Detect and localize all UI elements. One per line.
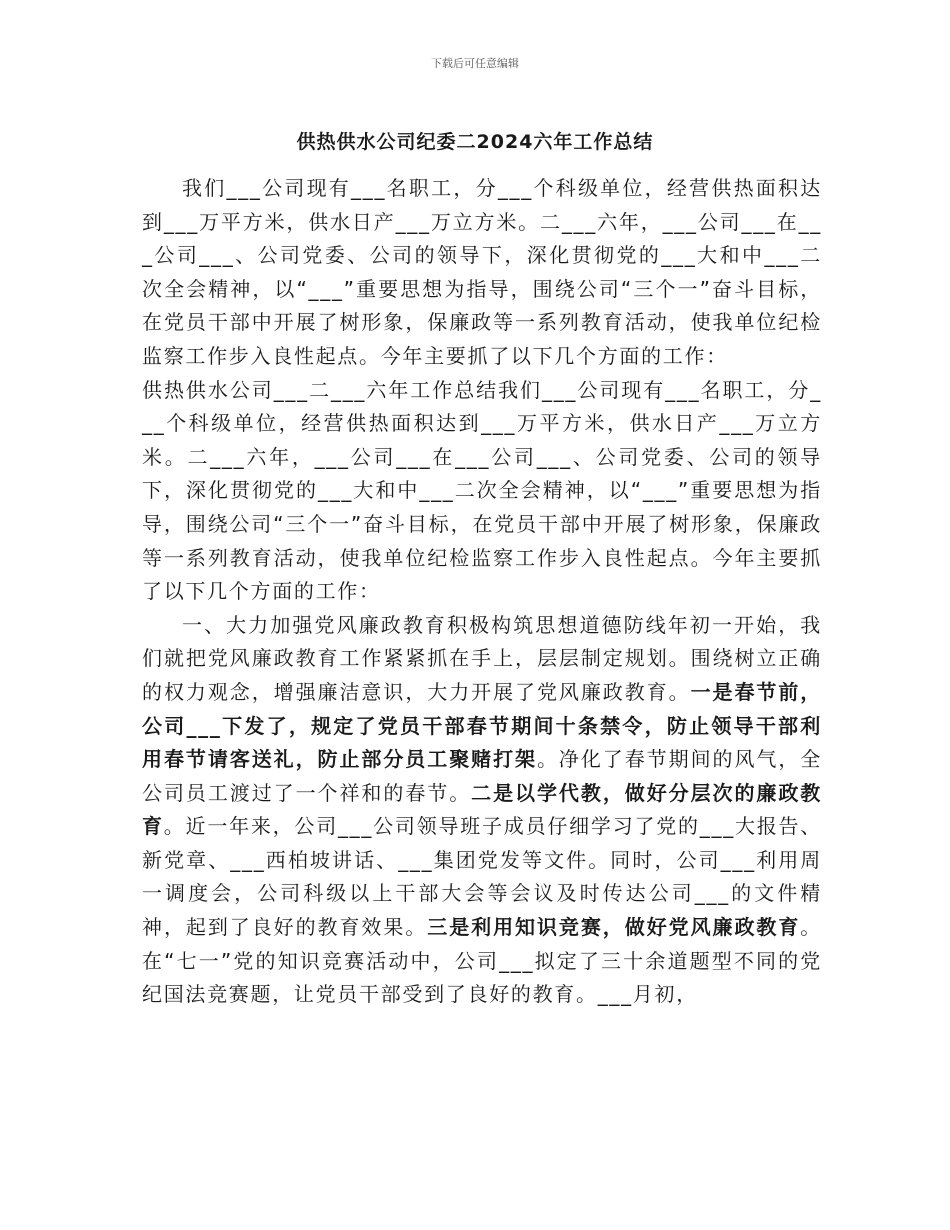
section-1-intro: 一、大力加强党风廉政教育积极构筑思想道德防线年初一开始，我们就把党风廉政教育工作紧紧抓在手上，层层制定规划。围绕树立正确的权力观念，增强廉洁意识，大力开展了党风廉政教育。 — [142, 612, 822, 704]
section-1-point-3-heading: 三是利用知识竞赛，做好党风廉政教育 — [427, 915, 801, 940]
document-title: 供热供水公司纪委二2024六年工作总结 — [296, 131, 654, 153]
section-1-point-2-heading: 二是以学代教，做好分层次的廉政教育 — [142, 780, 823, 839]
paragraph-section-1 — [142, 609, 822, 1012]
section-1-point-1-text: 。净化了春节期间的风气，全公司员工渡过了一个祥和的春节。 — [142, 747, 822, 805]
section-1-point-3-text: 。在“七一”党的知识竞赛活动中，公司___拟定了三十余道题型不同的党纪国法竞赛题，让党员干部受到了良好的教育。___月初， — [142, 915, 822, 1007]
section-1-point-2-text: 。近一年来，公司___公司领导班子成员仔细学习了党的___大报告、新党章、___西柏坡讲话、___集团党发等文件。同时，公司___利用周一调度会，公司科级以上干部大会等会议及时传达公司___的文件精神，起到了良好的教育效果。 — [142, 814, 822, 940]
document-body — [142, 172, 822, 1012]
section-1-point-1-heading: 一是春节前，公司___下发了，规定了党员干部春节期间十条禁令，防止领导干部利用春节请客送礼，防止部分员工聚赌打架 — [142, 679, 823, 772]
paragraph-duplicate-summary: 供热供水公司___二___六年工作总结我们___公司现有___名职工，分___个科级单位，经营供热面积达到___万平方米，供水日产___万立方米。二___六年，___公司___在___公司___、公司党委、公司的领导下，深化贯彻党的___大和中___二次全会精神，以“___”重要思想为指导，围绕公司“三个一”奋斗目标，在党员干部中开展了树形象，保廉政等一系列教育活动，使我单位纪检监察工作步入良性起点。今年主要抓了以下几个方面的工作： — [142, 377, 822, 604]
paragraph-intro: 我们___公司现有___名职工，分___个科级单位，经营供热面积达到___万平方米，供水日产___万立方米。二___六年，___公司___在___公司___、公司党委、公司的领导下，深化贯彻党的___大和中___二次全会精神，以“___”重要思想为指导，围绕公司“三个一”奋斗目标，在党员干部中开展了树形象，保廉政等一系列教育活动，使我单位纪检监察工作步入良性起点。今年主要抓了以下几个方面的工作： — [142, 176, 822, 368]
header-note: 下载后可任意编辑 — [431, 57, 519, 70]
